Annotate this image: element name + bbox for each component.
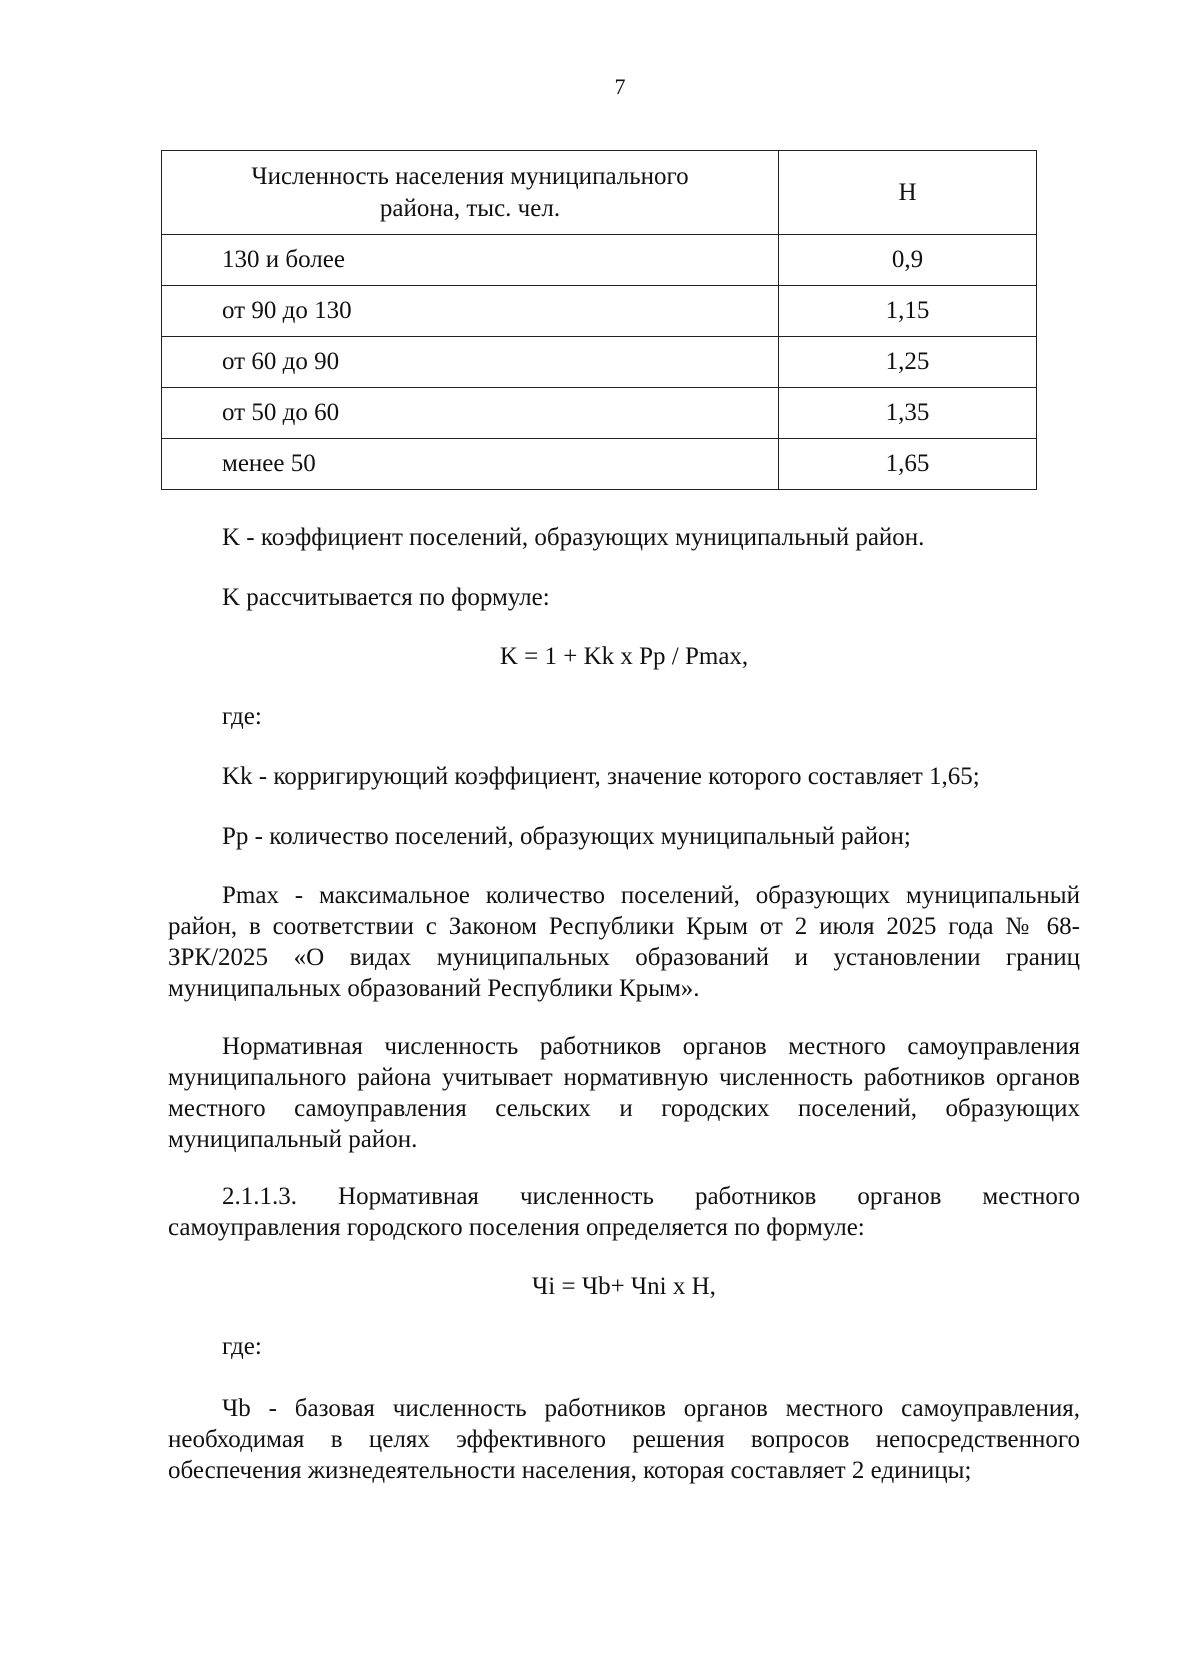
normative-paragraph: Нормативная численность работников органов местного самоуправления муниципального района учитывает нормативную численность работников органов местного самоуправления сельских и городских поселений, образующих муниципальный район. xyxy=(168,1033,1080,1153)
row-value: 1,65 xyxy=(779,439,1037,490)
table-row xyxy=(162,388,1037,439)
page-number: 7 xyxy=(614,74,626,99)
header-coefficient: Н xyxy=(779,151,1037,235)
table-row xyxy=(162,235,1037,286)
where-label-1: где: xyxy=(222,703,262,730)
header-population-line1: Численность населения муниципального xyxy=(251,162,689,190)
k-calc-intro: K рассчитывается по формуле: xyxy=(222,584,550,611)
kk-definition: Kk - корригирующий коэффициент, значение которого составляет 1,65; xyxy=(222,763,980,790)
table-row xyxy=(162,286,1037,337)
population-coefficient-table xyxy=(161,150,1037,490)
table-row xyxy=(162,439,1037,490)
row-range: от 50 до 60 xyxy=(162,388,779,439)
table-row xyxy=(162,337,1037,388)
header-population-line2: района, тыс. чел. xyxy=(379,194,561,222)
chb-definition: Чb - базовая численность работников органов местного самоуправления, необходимая в целях эффективного решения вопросов непосредственного обеспечения жизнедеятельности населения, которая составляет 2 единицы; xyxy=(168,1395,1080,1484)
header-population xyxy=(162,151,779,235)
clause-2-1-1-3: 2.1.1.3. Нормативная численность работников органов местного самоуправления городского поселения определяется по формуле: xyxy=(168,1183,1080,1241)
row-range: от 60 до 90 xyxy=(162,337,779,388)
formula-k: K = 1 + Kk x Pp / Pmax, xyxy=(499,643,749,670)
row-value: 1,35 xyxy=(779,388,1037,439)
row-value: 0,9 xyxy=(779,235,1037,286)
row-range: от 90 до 130 xyxy=(162,286,779,337)
row-value: 1,25 xyxy=(779,337,1037,388)
row-value: 1,15 xyxy=(779,286,1037,337)
row-range: менее 50 xyxy=(162,439,779,490)
k-definition: K - коэффициент поселений, образующих муниципальный район. xyxy=(222,524,925,551)
pmax-definition: Pmax - максимальное количество поселений, образующих муниципальный район, в соответствии с Законом Республики Крым от 2 июля 2025 года № 68-ЗРК/2025 «О видах муниципальных образований и установлении границ муниципальных образований Республики Крым». xyxy=(168,882,1080,1002)
row-range: 130 и более xyxy=(162,235,779,286)
table-header-row xyxy=(162,151,1037,235)
where-label-2: где: xyxy=(222,1333,262,1360)
formula-ch: Чi = Чb+ Чni x H, xyxy=(532,1273,716,1300)
pp-definition: Pp - количество поселений, образующих муниципальный район; xyxy=(222,823,911,850)
